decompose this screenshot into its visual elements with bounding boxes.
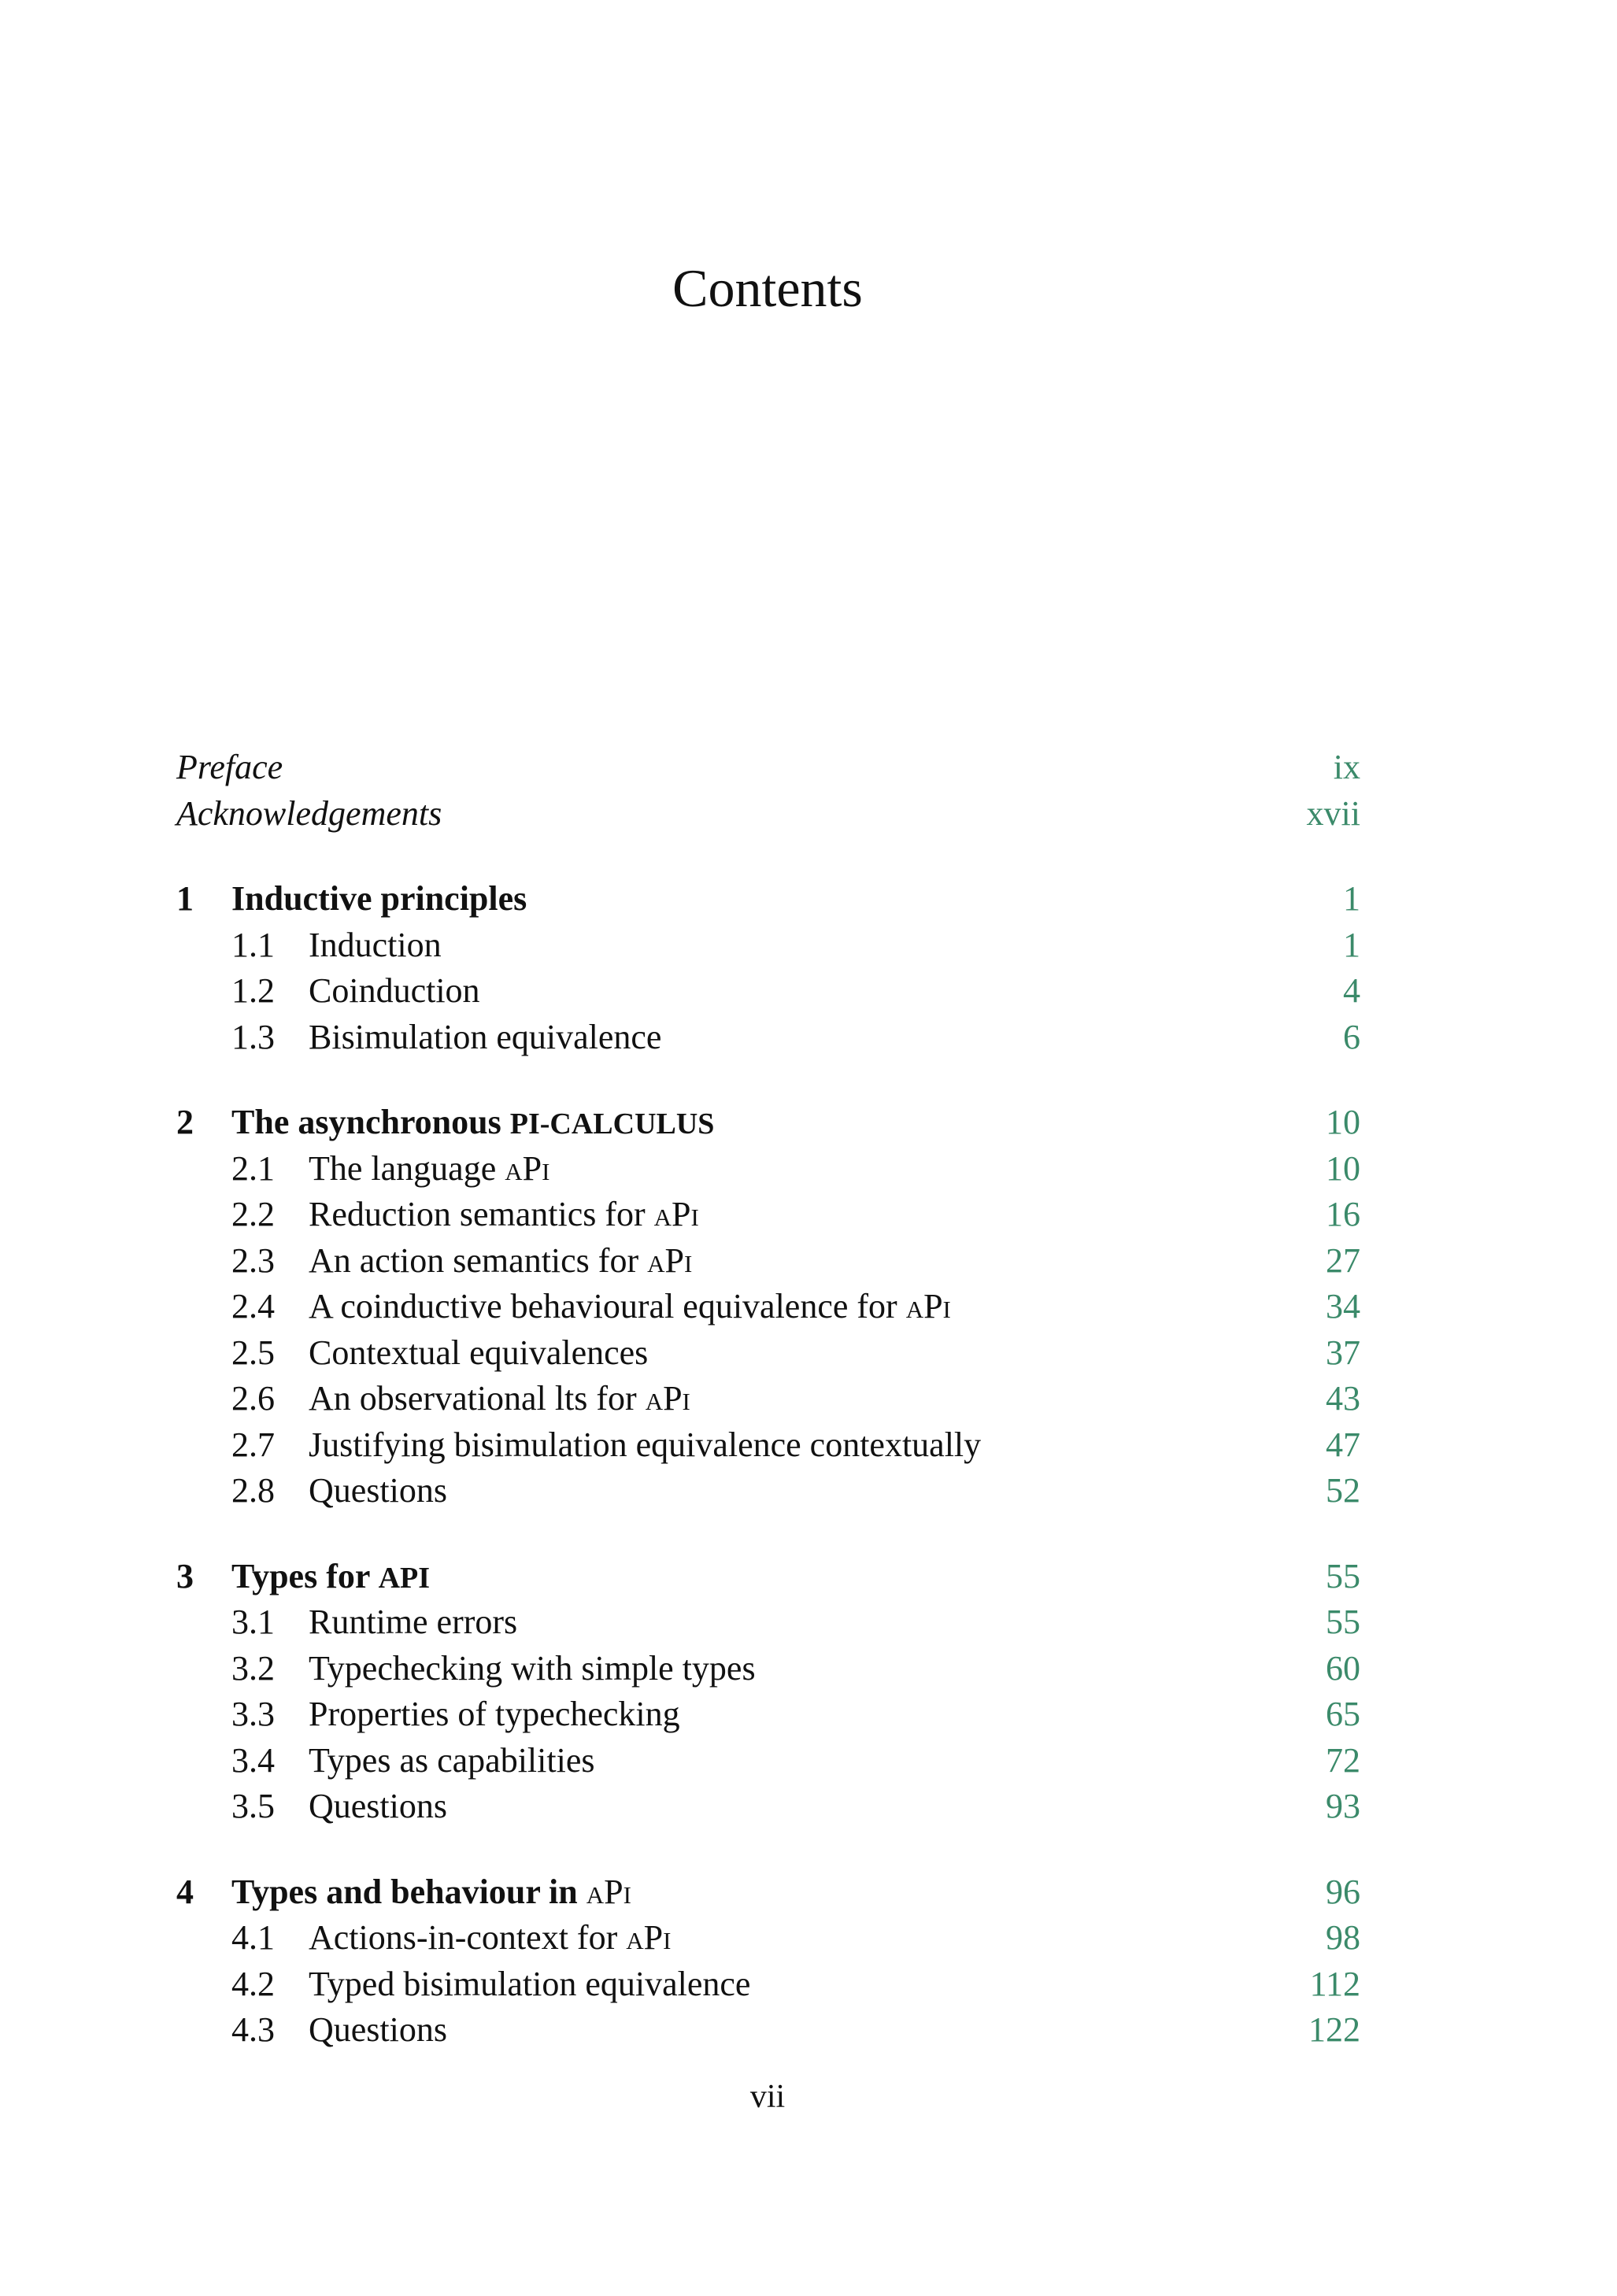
page-number: 37 xyxy=(1326,1333,1360,1372)
toc-section-2-3[interactable] xyxy=(176,1238,1360,1285)
toc-chapter-1[interactable] xyxy=(176,876,1360,922)
toc-section-2-4[interactable] xyxy=(176,1284,1360,1330)
section-number: 2.5 xyxy=(231,1333,275,1372)
toc-chapter-4[interactable] xyxy=(176,1869,1360,1916)
section-number: 1.1 xyxy=(231,925,275,964)
chapter-number: 2 xyxy=(176,1103,194,1141)
toc-section-3-3[interactable] xyxy=(176,1691,1360,1738)
toc-section-3-2[interactable] xyxy=(176,1646,1360,1692)
section-title: An action semantics for xyxy=(309,1240,648,1280)
section-title-smallcaps: aPi xyxy=(905,1287,951,1325)
page-number: 72 xyxy=(1326,1740,1360,1780)
toc-section-2-2[interactable] xyxy=(176,1192,1360,1238)
toc-section-2-5[interactable] xyxy=(176,1330,1360,1377)
page-number: ix xyxy=(1333,748,1360,786)
page-number: 1 xyxy=(1343,925,1360,964)
section-number: 3.1 xyxy=(231,1603,275,1641)
section-number: 2.3 xyxy=(231,1240,275,1280)
toc-chapter-3[interactable] xyxy=(176,1554,1360,1600)
section-title-smallcaps: aPi xyxy=(505,1148,550,1188)
section-title: Induction xyxy=(309,925,442,964)
page-number: 98 xyxy=(1326,1918,1360,1957)
page-number: 16 xyxy=(1326,1195,1360,1233)
section-number: 3.3 xyxy=(231,1695,275,1733)
section-title: Reduction semantics for xyxy=(309,1195,654,1233)
section-title: Bisimulation equivalence xyxy=(309,1017,662,1056)
toc-section-1-1[interactable] xyxy=(176,922,1360,969)
toc-entry-preface[interactable] xyxy=(176,745,1360,791)
entry-title: Preface xyxy=(176,748,283,786)
chapter-title: Types and behaviour in xyxy=(231,1872,586,1911)
toc-section-4-3[interactable] xyxy=(176,2007,1360,2054)
page-number: 1 xyxy=(1343,879,1360,918)
toc-section-4-1[interactable] xyxy=(176,1915,1360,1961)
page-number: 43 xyxy=(1326,1379,1360,1418)
section-title: A coinductive behavioural equivalence for xyxy=(309,1287,906,1325)
section-number: 4.3 xyxy=(231,2010,275,2049)
section-number: 4.2 xyxy=(231,1964,275,2003)
section-number: 2.6 xyxy=(231,1379,275,1418)
page-number: 4 xyxy=(1343,971,1360,1010)
page-number: 55 xyxy=(1326,1556,1360,1595)
toc-chapter-2[interactable] xyxy=(176,1100,1360,1146)
section-number: 1.2 xyxy=(231,971,275,1010)
section-number: 2.4 xyxy=(231,1287,275,1325)
section-title: Questions xyxy=(309,2010,447,2049)
page-number: 34 xyxy=(1326,1287,1360,1325)
page-number: 112 xyxy=(1309,1964,1360,2003)
section-title: Types as capabilities xyxy=(309,1740,595,1780)
chapter-number: 4 xyxy=(176,1872,194,1911)
section-title: The language xyxy=(309,1148,505,1188)
page-number: 10 xyxy=(1326,1103,1360,1141)
page-number: 93 xyxy=(1326,1787,1360,1825)
entry-title: Acknowledgements xyxy=(176,793,442,833)
section-title: Properties of typechecking xyxy=(309,1695,680,1733)
chapter-title: Types for xyxy=(231,1556,379,1595)
section-title-smallcaps: aPi xyxy=(626,1918,672,1957)
section-title-smallcaps: aPi xyxy=(647,1240,693,1280)
page-folio: vii xyxy=(749,2079,786,2115)
page-number: 65 xyxy=(1326,1695,1360,1733)
page-number: 27 xyxy=(1326,1240,1360,1280)
section-number: 3.4 xyxy=(231,1740,275,1780)
chapter-title-smallcaps: PI-CALCULUS xyxy=(509,1107,715,1141)
section-title: Coinduction xyxy=(309,971,480,1010)
section-title-smallcaps: aPi xyxy=(653,1195,699,1233)
chapter-number: 3 xyxy=(176,1556,194,1595)
page-number: 122 xyxy=(1308,2010,1360,2049)
section-number: 4.1 xyxy=(231,1918,275,1957)
toc-section-2-6[interactable] xyxy=(176,1376,1360,1422)
page-number: xvii xyxy=(1306,793,1360,833)
toc-section-4-2[interactable] xyxy=(176,1961,1360,2008)
section-number: 3.5 xyxy=(231,1787,275,1825)
section-title: Typechecking with simple types xyxy=(309,1648,756,1688)
section-title: Justifying bisimulation equivalence contextually xyxy=(309,1425,982,1464)
section-title: Questions xyxy=(309,1787,447,1825)
chapter-number: 1 xyxy=(176,879,194,918)
page-number: 55 xyxy=(1326,1603,1360,1641)
section-number: 3.2 xyxy=(231,1648,275,1688)
section-number: 2.7 xyxy=(231,1425,275,1464)
chapter-title-smallcaps: aPi xyxy=(586,1872,631,1911)
page-number: 6 xyxy=(1343,1017,1360,1056)
toc-section-2-1[interactable] xyxy=(176,1146,1360,1192)
section-number: 2.1 xyxy=(231,1148,275,1188)
toc-entry-acknowledgements[interactable] xyxy=(176,791,1360,837)
page-number: 47 xyxy=(1326,1425,1360,1464)
page-number: 96 xyxy=(1326,1872,1360,1911)
toc-section-1-2[interactable] xyxy=(176,968,1360,1015)
section-title: Actions-in-context for xyxy=(309,1918,627,1957)
chapter-title: Inductive principles xyxy=(231,879,527,918)
page-number: 60 xyxy=(1326,1648,1360,1688)
toc-section-3-1[interactable] xyxy=(176,1599,1360,1646)
page-title: Contents xyxy=(672,258,863,318)
toc-section-3-4[interactable] xyxy=(176,1738,1360,1784)
toc-section-2-8[interactable] xyxy=(176,1468,1360,1514)
page-number: 52 xyxy=(1326,1471,1360,1510)
section-title-smallcaps: aPi xyxy=(645,1379,690,1418)
chapter-title-smallcaps: API xyxy=(378,1561,431,1595)
table-of-contents xyxy=(176,745,1360,2054)
chapter-title: The asynchronous xyxy=(231,1103,510,1141)
section-title: Contextual equivalences xyxy=(309,1333,649,1372)
section-number: 2.8 xyxy=(231,1471,275,1510)
section-title: Typed bisimulation equivalence xyxy=(309,1964,751,2003)
section-title: Runtime errors xyxy=(309,1603,518,1641)
toc-section-2-7[interactable] xyxy=(176,1422,1360,1469)
section-title: Questions xyxy=(309,1471,447,1510)
section-title: An observational lts for xyxy=(309,1379,646,1418)
section-number: 2.2 xyxy=(231,1195,275,1233)
section-number: 1.3 xyxy=(231,1017,275,1056)
toc-section-1-3[interactable] xyxy=(176,1015,1360,1061)
page-number: 10 xyxy=(1326,1148,1360,1188)
toc-section-3-5[interactable] xyxy=(176,1784,1360,1830)
